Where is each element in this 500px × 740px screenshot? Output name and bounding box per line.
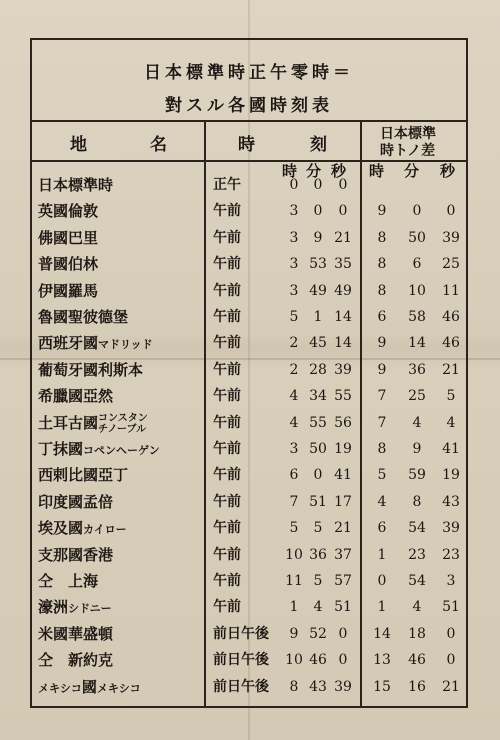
time-period: 午前 <box>213 203 241 220</box>
diff-second-value: 46 <box>442 335 460 352</box>
diff-minute-value: 0 <box>412 203 422 220</box>
minute-value: 5 <box>313 520 323 537</box>
second-value: 21 <box>334 520 352 537</box>
diff-hour-value: 13 <box>373 652 391 669</box>
place-kanji: 西剌比國亞丁 <box>38 466 129 485</box>
place-name <box>38 281 98 301</box>
minute-value: 1 <box>313 309 323 325</box>
minute-value: 46 <box>309 652 327 669</box>
place-name <box>38 360 143 380</box>
diff-minute-value: 6 <box>412 256 422 273</box>
diff-second-value: 43 <box>442 493 460 510</box>
minute-value: 34 <box>309 388 327 405</box>
place-name <box>38 518 127 540</box>
diff-minute-value: 4 <box>412 414 422 431</box>
place-name <box>38 439 160 461</box>
diff-hour-value: 6 <box>377 309 387 325</box>
minute-value: 0 <box>313 203 323 220</box>
place-name <box>38 597 112 619</box>
diff-hour-value: 8 <box>377 282 387 299</box>
hour-value: 4 <box>289 388 299 405</box>
time-period: 午前 <box>213 441 241 457</box>
place-name <box>38 571 98 591</box>
second-value: 51 <box>334 599 352 616</box>
minute-value: 50 <box>309 441 327 457</box>
diff-minute-value: 36 <box>408 361 426 378</box>
place-kanji: 普國伯林 <box>38 255 99 274</box>
hour-value: 6 <box>289 467 299 484</box>
minute-value: 51 <box>309 493 327 510</box>
minute-value: 0 <box>313 467 323 484</box>
header-diff-1: 日本標準 <box>380 126 436 142</box>
place-name <box>38 677 141 699</box>
diff-minute-value: 54 <box>408 520 426 537</box>
minute-value: 5 <box>313 573 323 589</box>
place-kanji: 國 <box>81 677 97 696</box>
minute-value: 0 <box>313 177 323 193</box>
place-name <box>38 175 113 195</box>
header-time-1: 時 <box>238 135 255 155</box>
place-name <box>38 228 98 248</box>
header-bottom-rule <box>30 160 468 162</box>
place-katakana: コペンヘーゲン <box>83 444 160 457</box>
hour-value: 10 <box>285 546 303 563</box>
subheader-minute: 分 <box>306 162 322 180</box>
time-period: 午前 <box>213 256 241 273</box>
second-value: 0 <box>338 203 348 220</box>
diff-minute-value: 8 <box>412 493 422 510</box>
subheader-second: 秒 <box>331 162 347 180</box>
diff-hour-value: 0 <box>377 573 387 589</box>
diff-hour-value: 8 <box>377 256 387 273</box>
second-value: 19 <box>334 441 352 457</box>
second-value: 57 <box>334 573 352 589</box>
place-katakana-stacked <box>98 413 148 435</box>
second-value: 0 <box>338 625 348 642</box>
hour-value: 4 <box>289 414 299 431</box>
diff-minute-value: 59 <box>408 467 426 484</box>
hour-value: 5 <box>289 520 299 537</box>
time-period: 午前 <box>213 309 241 325</box>
place-kanji: 丁抹國 <box>38 440 84 458</box>
diff-second-value: 21 <box>442 678 460 695</box>
diff-hour-value: 9 <box>377 361 387 378</box>
title: 日本標準時正午零時＝ <box>144 63 354 83</box>
place-katakana: シドニー <box>68 602 112 616</box>
diff-second-value: 46 <box>442 309 460 325</box>
minute-value: 55 <box>309 414 327 431</box>
diff-second-value: 19 <box>442 467 460 484</box>
place-name <box>38 386 113 406</box>
place-name <box>38 201 98 221</box>
second-value: 37 <box>334 546 352 563</box>
second-value: 14 <box>334 309 352 325</box>
minute-value: 53 <box>309 256 327 273</box>
place-name <box>38 492 113 512</box>
place-kanji: 日本標準時 <box>38 176 114 194</box>
place-katakana: メキシコ <box>96 681 141 695</box>
second-value: 39 <box>334 678 352 695</box>
place-katakana: コンスタン <box>98 412 148 424</box>
second-value: 55 <box>334 388 352 405</box>
hour-value: 5 <box>289 309 299 325</box>
place-kanji: 印度國孟倍 <box>38 492 114 511</box>
place-kanji: 葡萄牙國利斯本 <box>38 360 144 379</box>
header-place-2: 名 <box>150 135 167 155</box>
diff-hour-value: 5 <box>377 467 387 484</box>
second-value: 35 <box>334 256 352 273</box>
second-value: 49 <box>334 282 352 299</box>
diff-hour-value: 9 <box>377 203 387 220</box>
subheader-diff-hour: 時 <box>369 162 385 180</box>
hour-value: 11 <box>285 573 303 589</box>
header-time-2: 刻 <box>310 135 327 155</box>
diff-hour-value: 15 <box>373 678 391 695</box>
hour-value: 7 <box>289 493 299 510</box>
diff-hour-value: 4 <box>377 493 387 510</box>
second-value: 56 <box>334 414 352 431</box>
place-kanji: 仝 新約克 <box>38 651 114 670</box>
minute-value: 45 <box>309 335 327 352</box>
place-katakana: メキシコ <box>38 681 82 695</box>
column-divider <box>204 120 206 708</box>
second-value: 39 <box>334 361 352 378</box>
minute-value: 49 <box>309 282 327 299</box>
hour-value: 0 <box>289 177 299 193</box>
diff-second-value: 25 <box>442 256 460 273</box>
place-name <box>38 465 128 485</box>
second-value: 14 <box>334 335 352 352</box>
diff-minute-value: 14 <box>408 335 426 352</box>
place-kanji: 英國倫敦 <box>38 202 99 221</box>
second-value: 0 <box>338 177 348 193</box>
second-value: 21 <box>334 229 352 246</box>
time-period: 午前 <box>213 414 241 431</box>
diff-second-value: 0 <box>446 625 456 642</box>
hour-value: 9 <box>289 625 299 642</box>
diff-hour-value: 7 <box>377 414 387 431</box>
place-kanji: 希臘國亞然 <box>38 387 114 406</box>
diff-second-value: 11 <box>442 282 460 299</box>
place-kanji: 西班牙國 <box>38 334 99 353</box>
diff-minute-value: 18 <box>408 625 426 642</box>
diff-minute-value: 58 <box>408 309 426 325</box>
time-period: 午前 <box>213 282 241 299</box>
diff-minute-value: 16 <box>408 678 426 695</box>
time-period: 正午 <box>213 177 241 193</box>
hour-value: 1 <box>289 599 299 616</box>
minute-value: 43 <box>309 678 327 695</box>
diff-second-value: 3 <box>446 573 456 589</box>
place-kanji: 土耳古國 <box>38 413 99 432</box>
diff-minute-value: 4 <box>412 599 422 616</box>
header-top-rule <box>30 120 468 122</box>
time-period: 午前 <box>213 467 241 484</box>
diff-second-value: 5 <box>446 388 456 405</box>
subheader-diff-minute: 分 <box>404 162 420 180</box>
time-period: 午前 <box>213 493 241 510</box>
diff-second-value: 21 <box>442 361 460 378</box>
hour-value: 8 <box>289 678 299 695</box>
diff-minute-value: 46 <box>408 652 426 669</box>
place-name <box>38 545 113 565</box>
subtitle: 對スル各國時刻表 <box>165 96 333 116</box>
time-period: 午前 <box>213 335 241 352</box>
second-value: 41 <box>334 467 352 484</box>
diff-hour-value: 9 <box>377 335 387 352</box>
time-period: 午前 <box>213 361 241 378</box>
place-kanji: 濠洲 <box>38 598 69 617</box>
hour-value: 3 <box>289 256 299 273</box>
hour-value: 2 <box>289 335 299 352</box>
place-kanji: 仝 上海 <box>38 572 99 590</box>
minute-value: 52 <box>309 625 327 642</box>
diff-minute-value: 10 <box>408 282 426 299</box>
diff-minute-value: 9 <box>412 441 422 457</box>
minute-value: 36 <box>309 546 327 563</box>
place-kanji: 米國華盛頓 <box>38 624 114 643</box>
diff-minute-value: 50 <box>408 229 426 246</box>
place-name <box>38 413 148 435</box>
place-katakana: マドリッド <box>98 338 153 352</box>
diff-hour-value: 1 <box>377 599 387 616</box>
diff-second-value: 23 <box>442 546 460 563</box>
diff-second-value: 4 <box>446 414 456 431</box>
diff-second-value: 39 <box>442 520 460 537</box>
subheader-hour: 時 <box>282 162 298 180</box>
place-kanji: 伊國羅馬 <box>38 281 99 300</box>
second-value: 0 <box>338 652 348 669</box>
diff-minute-value: 25 <box>408 388 426 405</box>
hour-value: 2 <box>289 361 299 378</box>
hour-value: 3 <box>289 282 299 299</box>
time-period: 午前 <box>213 520 241 537</box>
minute-value: 28 <box>309 361 327 378</box>
time-period: 前日午後 <box>213 625 269 642</box>
place-name <box>38 624 113 644</box>
minute-value: 4 <box>313 599 323 616</box>
diff-minute-value: 23 <box>408 546 426 563</box>
diff-hour-value: 8 <box>377 441 387 457</box>
time-period: 前日午後 <box>213 678 269 695</box>
time-period: 午前 <box>213 546 241 563</box>
time-period: 前日午後 <box>213 652 269 669</box>
place-name <box>38 254 98 274</box>
place-katakana: カイロー <box>83 523 127 537</box>
hour-value: 3 <box>289 203 299 220</box>
column-divider <box>360 120 362 708</box>
place-kanji: 魯國聖彼德堡 <box>38 308 129 326</box>
time-period: 午前 <box>213 573 241 589</box>
diff-second-value: 41 <box>442 441 460 457</box>
time-period: 午前 <box>213 388 241 405</box>
hour-value: 3 <box>289 441 299 457</box>
minute-value: 9 <box>313 229 323 246</box>
time-period: 午前 <box>213 229 241 246</box>
diff-second-value: 51 <box>442 599 460 616</box>
diff-hour-value: 14 <box>373 625 391 642</box>
time-period: 午前 <box>213 599 241 616</box>
place-name <box>38 333 153 355</box>
diff-hour-value: 1 <box>377 546 387 563</box>
place-kanji: 埃及國 <box>38 519 84 538</box>
hour-value: 3 <box>289 229 299 246</box>
place-kanji: 支那國香港 <box>38 545 114 564</box>
place-name <box>38 650 113 670</box>
diff-hour-value: 6 <box>377 520 387 537</box>
header-place-1: 地 <box>70 135 87 155</box>
place-katakana: チノーブル <box>98 423 147 435</box>
diff-minute-value: 54 <box>408 573 426 589</box>
header-diff-2: 時トノ差 <box>380 143 436 159</box>
diff-second-value: 39 <box>442 229 460 246</box>
diff-hour-value: 8 <box>377 229 387 246</box>
diff-second-value: 0 <box>446 652 456 669</box>
subheader-diff-second: 秒 <box>440 162 456 180</box>
hour-value: 10 <box>285 652 303 669</box>
diff-hour-value: 7 <box>377 388 387 405</box>
place-name <box>38 307 128 327</box>
place-kanji: 佛國巴里 <box>38 228 99 247</box>
second-value: 17 <box>334 493 352 510</box>
diff-second-value: 0 <box>446 203 456 220</box>
